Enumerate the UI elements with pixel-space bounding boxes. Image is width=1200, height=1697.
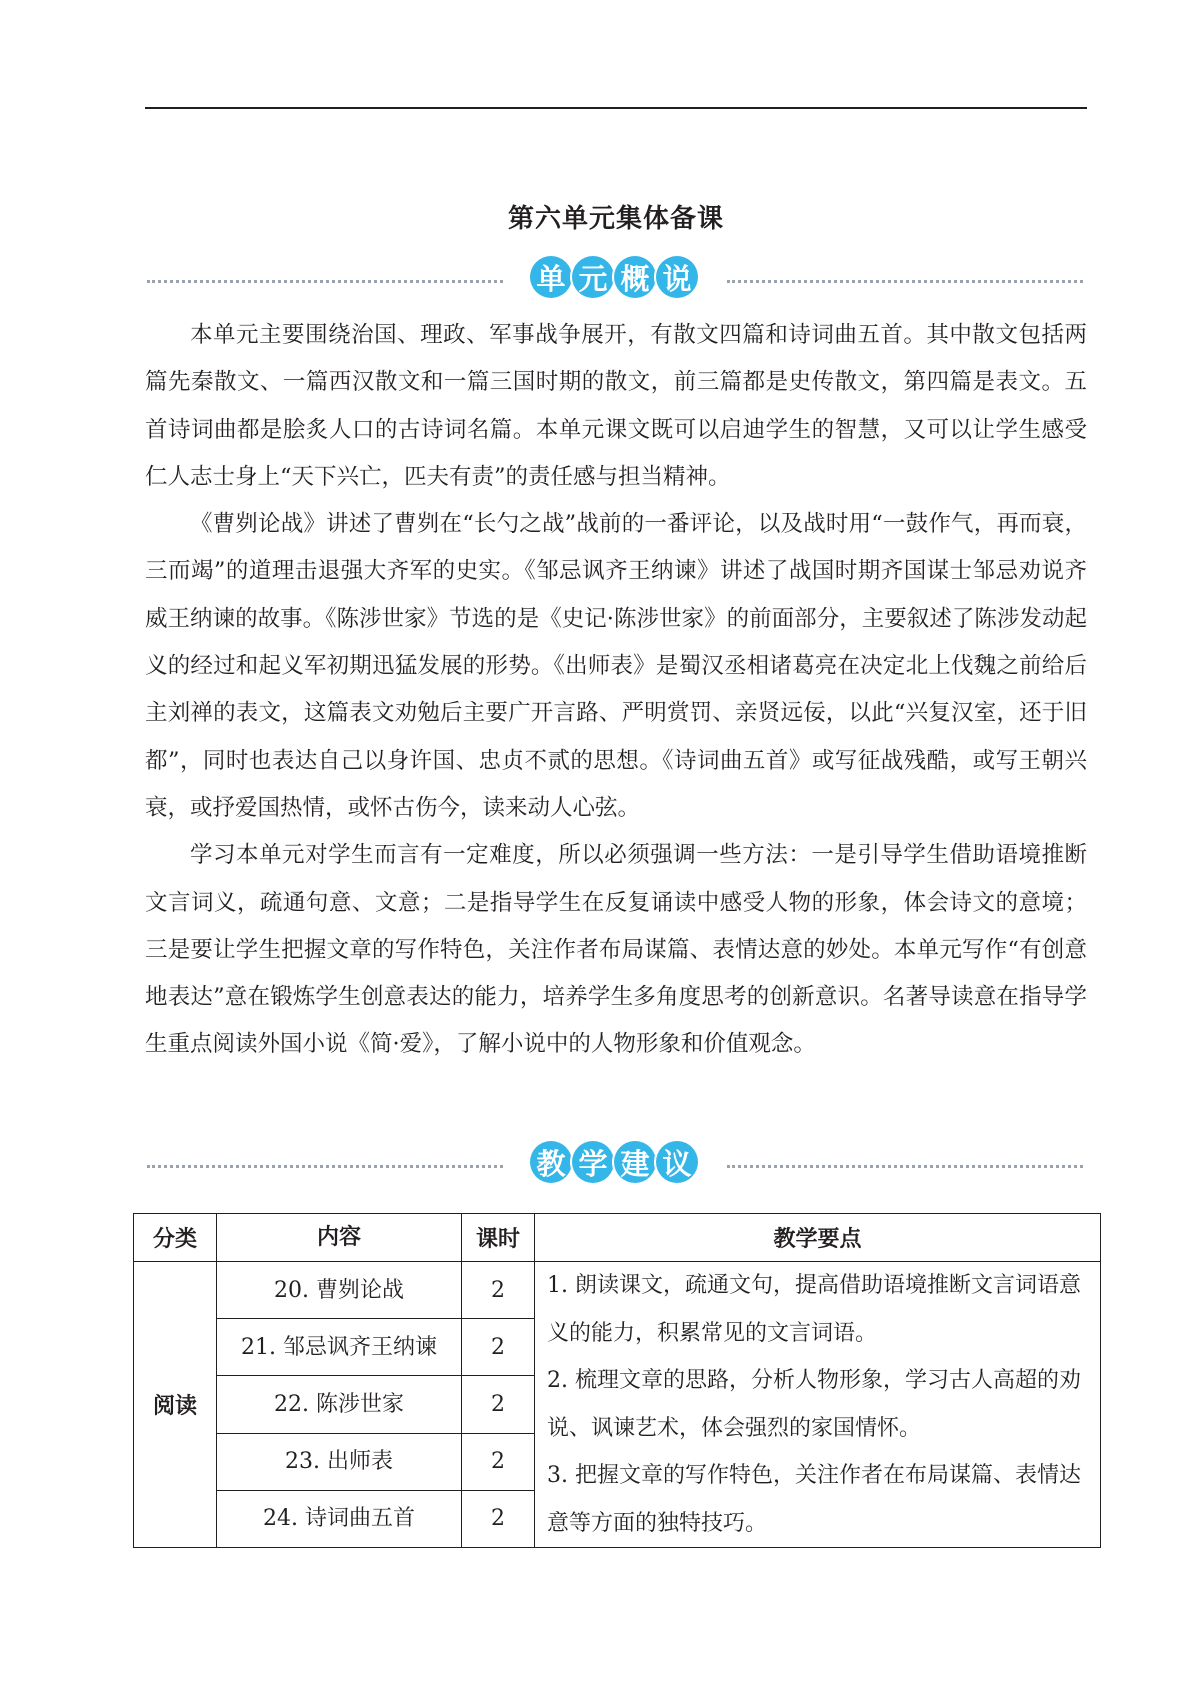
heading-bubbles <box>530 1141 700 1191</box>
hours-cell: 2 <box>462 1376 535 1433</box>
teaching-plan-table <box>133 1213 1101 1548</box>
overview-body <box>145 312 1087 1069</box>
content-cell: 20. 曹刿论战 <box>217 1262 462 1319</box>
heading-char: 元 <box>572 256 614 298</box>
heading-bubbles <box>530 256 700 306</box>
heading-char: 建 <box>614 1141 656 1183</box>
heading-char: 概 <box>614 256 656 298</box>
table-header-row <box>134 1214 1101 1262</box>
section-heading-overview <box>145 256 1087 306</box>
heading-char: 单 <box>530 256 572 298</box>
content-cell: 21. 邹忌讽齐王纳谏 <box>217 1319 462 1376</box>
content-cell: 22. 陈涉世家 <box>217 1376 462 1433</box>
teaching-point: 3. 把握文章的写作特色，关注作者在布局谋篇、表情达意等方面的独特技巧。 <box>547 1463 1081 1536</box>
hours-cell: 2 <box>462 1490 535 1547</box>
points-cell <box>535 1262 1101 1548</box>
overview-paragraph: 本单元主要围绕治国、理政、军事战争展开，有散文四篇和诗词曲五首。其中散文包括两篇先秦散文、一篇西汉散文和一篇三国时期的散文，前三篇都是史传散文，第四篇是表文。五首诗词曲都是脍炙人口的古诗词名篇。本单元课文既可以启迪学生的智慧，又可以让学生感受仁人志士身上“天下兴亡，匹夫有责”的责任感与担当精神。 <box>145 322 1087 490</box>
hours-cell: 2 <box>462 1319 535 1376</box>
overview-paragraph: 学习本单元对学生而言有一定难度，所以必须强调一些方法：一是引导学生借助语境推断文言词义，疏通句意、文意；二是指导学生在反复诵读中感受人物的形象，体会诗文的意境；三是要让学生把握文章的写作特色，关注作者布局谋篇、表情达意的妙处。本单元写作“有创意地表达”意在锻炼学生创意表达的能力，培养学生多角度思考的创新意识。名著导读意在指导学生重点阅读外国小说《简·爱》，了解小说中的人物形象和价值观念。 <box>145 842 1087 1058</box>
teaching-point: 2. 梳理文章的思路，分析人物形象，学习古人高超的劝说、讽谏艺术，体会强烈的家国情怀。 <box>547 1368 1081 1441</box>
heading-char: 议 <box>656 1141 698 1183</box>
content-cell: 24. 诗词曲五首 <box>217 1490 462 1547</box>
header-category: 分类 <box>134 1214 217 1262</box>
header-hours: 课时 <box>462 1214 535 1262</box>
section-heading-suggestions <box>145 1141 1087 1191</box>
dotted-divider-right <box>727 280 1083 283</box>
teaching-point: 1. 朗读课文，疏通文句，提高借助语境推断文言词语意义的能力，积累常见的文言词语。 <box>547 1273 1081 1346</box>
hours-cell: 2 <box>462 1262 535 1319</box>
dotted-divider-right <box>727 1165 1083 1168</box>
content-cell: 23. 出师表 <box>217 1433 462 1490</box>
heading-char: 学 <box>572 1141 614 1183</box>
page-title: 第六单元集体备课 <box>507 204 724 234</box>
hours-cell: 2 <box>462 1433 535 1490</box>
header-points: 教学要点 <box>535 1214 1101 1262</box>
dotted-divider-left <box>147 1165 503 1168</box>
dotted-divider-left <box>147 280 503 283</box>
header-content: 内容 <box>217 1214 462 1262</box>
heading-char: 说 <box>656 256 698 298</box>
overview-paragraph: 《曹刿论战》讲述了曹刿在“长勺之战”战前的一番评论，以及战时用“一鼓作气，再而衰，三而竭”的道理击退强大齐军的史实。《邹忌讽齐王纳谏》讲述了战国时期齐国谋士邹忌劝说齐威王纳谏的故事。《陈涉世家》节选的是《史记·陈涉世家》的前面部分，主要叙述了陈涉发动起义的经过和起义军初期迅猛发展的形势。《出师表》是蜀汉丞相诸葛亮在决定北上伐魏之前给后主刘禅的表文，这篇表文劝勉后主要广开言路、严明赏罚、亲贤远佞，以此“兴复汉室，还于旧都”，同时也表达自己以身许国、忠贞不贰的思想。《诗词曲五首》或写征战残酷，或写王朝兴衰，或抒爱国热情，或怀古伤今，读来动人心弦。 <box>145 511 1087 821</box>
header-rule <box>145 107 1087 109</box>
category-cell: 阅读 <box>134 1262 217 1548</box>
heading-char: 教 <box>530 1141 572 1183</box>
table-row <box>134 1262 1101 1319</box>
